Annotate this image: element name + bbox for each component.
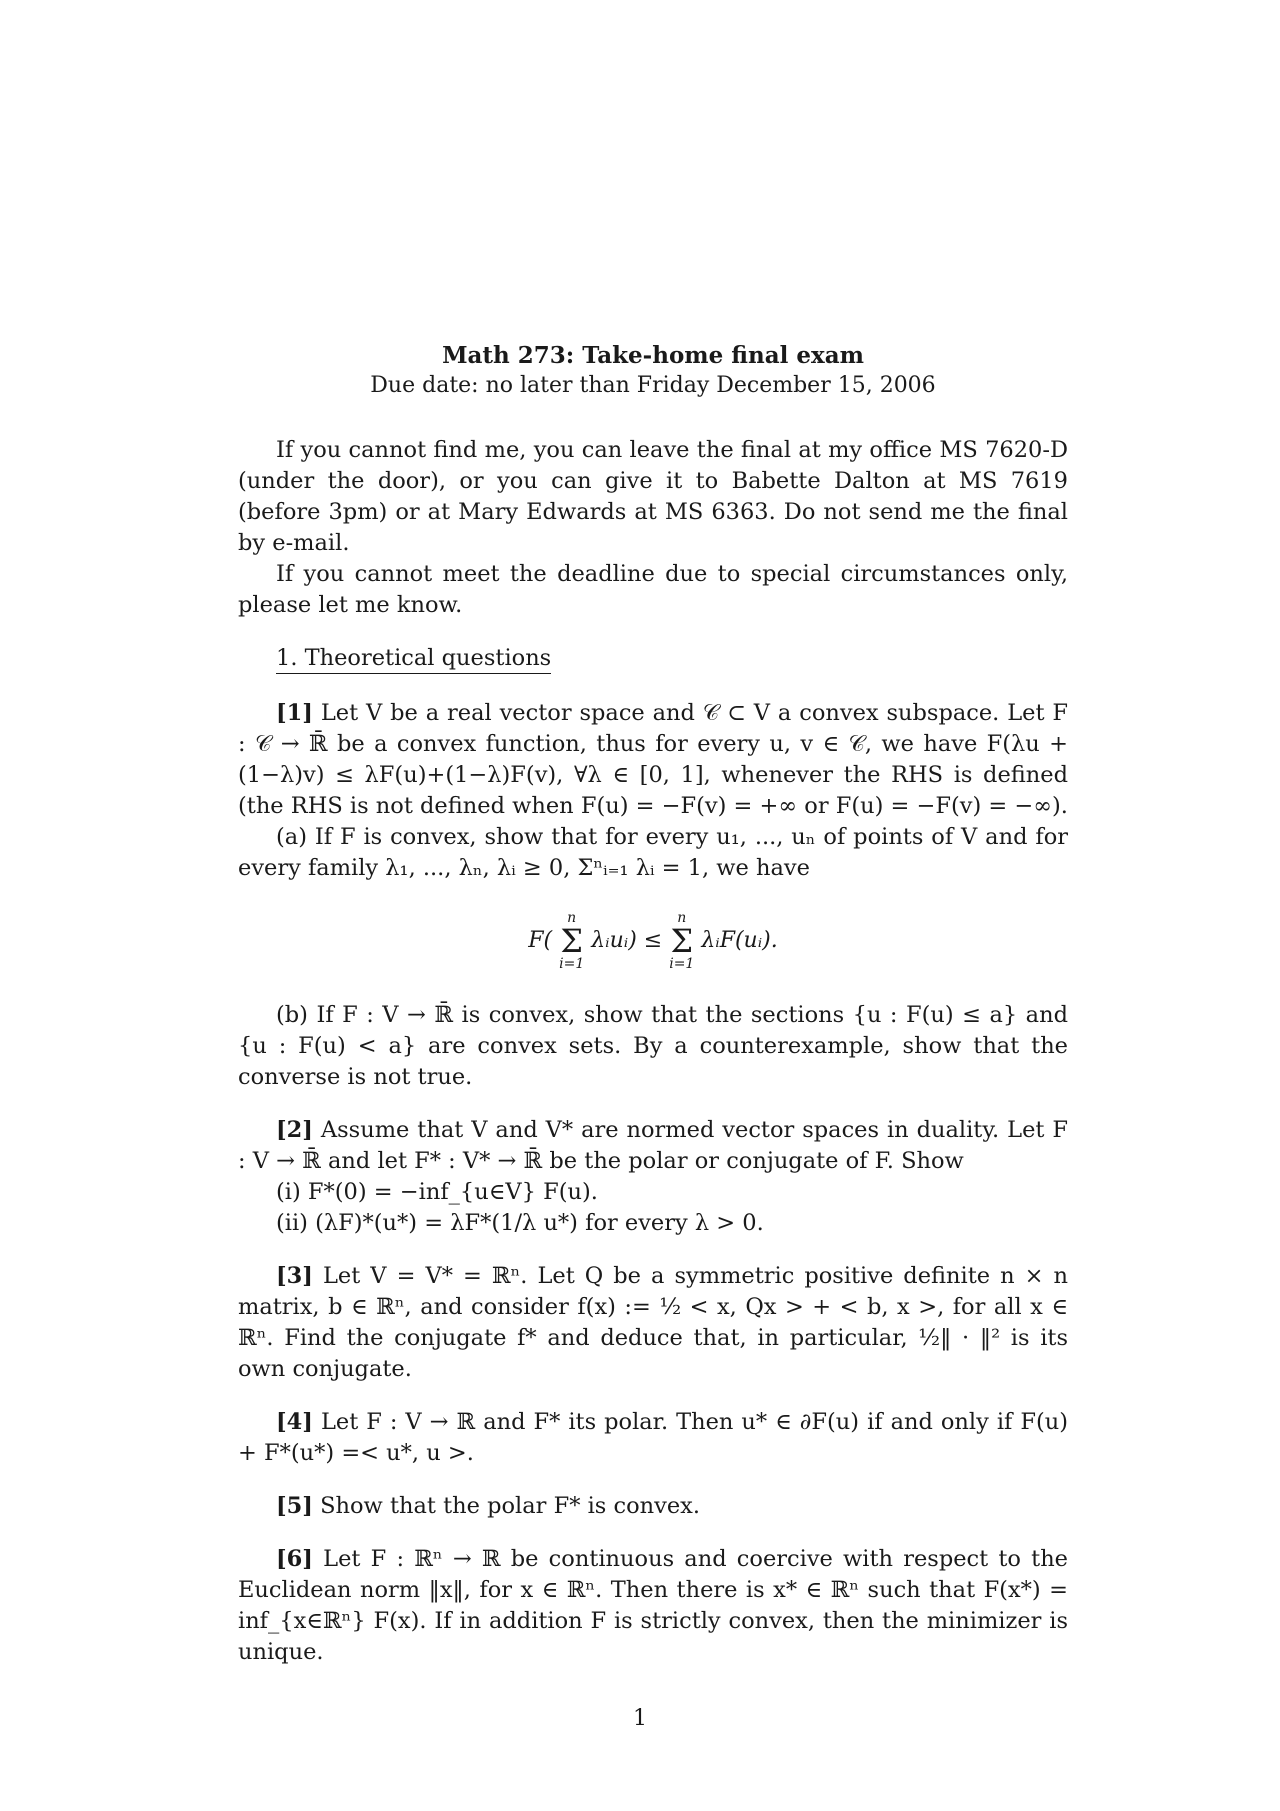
left-sigma: Σ	[560, 922, 583, 960]
exam-page	[238, 340, 1068, 1668]
problem-6-text	[238, 1544, 1068, 1668]
problem-2-part-i	[238, 1177, 1068, 1208]
problem-5-number: [5]	[276, 1493, 313, 1519]
right-sigma: Σ	[670, 922, 694, 960]
problem-1-part-b: (b) If F : V → ℝ̄ is convex, show that the sections {u : F(u) ≤ a} and {u : F(u) < a} are convex sets. By a counterexample, show that the converse is not true.	[238, 1002, 1068, 1090]
problem-4-number: [4]	[276, 1409, 313, 1435]
problem-2-part-ii-text: (ii) (λF)*(u*) = λF*(1/λ u*) for every λ > 0.	[276, 1210, 764, 1236]
problem-1-body: Let V be a real vector space and 𝒞 ⊂ V a convex subspace. Let F : 𝒞 → ℝ̄ be a convex function, thus for every u, v ∈ 𝒞, we have F(λu + (1−λ)v) ≤ λF(u)+(1−λ)F(v), ∀λ ∈ [0, 1], whenever the RHS is defined (the RHS is not defined when F(u) = −F(v) = +∞ or F(u) = −F(v) = −∞).	[238, 700, 1069, 819]
jensen-inequality	[238, 910, 1068, 972]
problem-4-text	[238, 1407, 1068, 1469]
problem-3	[238, 1261, 1068, 1385]
problem-2-text	[238, 1115, 1068, 1177]
problem-4	[238, 1407, 1068, 1469]
left-sum-upper: n	[567, 910, 577, 926]
problem-2-number: [2]	[276, 1117, 313, 1143]
problem-2-body: Assume that V and V* are normed vector spaces in duality. Let F : V → ℝ̄ and let F* : V* → ℝ̄ be the polar or conjugate of F. Show	[238, 1117, 1068, 1174]
left-sum-lower: i=1	[559, 956, 585, 972]
problem-5-text	[238, 1491, 1068, 1522]
right-sum-lower: i=1	[669, 956, 695, 972]
problem-1-text	[238, 698, 1068, 822]
intro-paragraph-2: If you cannot meet the deadline due to special circumstances only, please let me know.	[238, 561, 1068, 618]
problem-6-body: Let F : ℝⁿ → ℝ be continuous and coercive with respect to the Euclidean norm ‖x‖, for x ∈ ℝⁿ. Then there is x* ∈ ℝⁿ such that F(x*) = inf_{x∈ℝⁿ} F(x). If in addition F is strictly convex, then the minimizer is unique.	[238, 1546, 1069, 1665]
display-left-body: λᵢuᵢ) ≤	[591, 928, 663, 953]
exam-title: Math 273: Take-home final exam	[442, 342, 864, 369]
section-title: 1. Theoretical questions	[276, 645, 551, 674]
right-sum-upper: n	[677, 910, 687, 926]
problem-1-part-a: (a) If F is convex, show that for every u₁, ..., uₙ of points of V and for every family λ₁, ..., λₙ, λᵢ ≥ 0, Σⁿᵢ₌₁ λᵢ = 1, we have	[238, 824, 1068, 881]
intro-paragraph-1: If you cannot find me, you can leave the final at my office MS 7620-D (under the door), or you can give it to Babette Dalton at MS 7619 (before 3pm) or at Mary Edwards at MS 6363. Do not send me the final by e-mail.	[238, 437, 1068, 556]
problem-4-body: Let F : V → ℝ and F* its polar. Then u* ∈ ∂F(u) if and only if F(u) + F*(u*) =< u*, u >.	[238, 1409, 1068, 1466]
problem-1	[238, 698, 1068, 1093]
page-number: 1	[633, 1706, 647, 1731]
problem-5-body: Show that the polar F* is convex.	[320, 1493, 700, 1519]
display-right-body: λᵢF(uᵢ).	[701, 928, 778, 953]
problem-3-body: Let V = V* = ℝⁿ. Let Q be a symmetric positive definite n × n matrix, b ∈ ℝⁿ, and consider f(x) := ½ < x, Qx > + < b, x >, for all x ∈ ℝⁿ. Find the conjugate f* and deduce that, in particular, ½‖ · ‖² is its own conjugate.	[238, 1263, 1068, 1382]
problem-5	[238, 1491, 1068, 1522]
problem-2-part-i-text: (i) F*(0) = −inf_{u∈V} F(u).	[276, 1179, 598, 1205]
problem-2	[238, 1115, 1068, 1239]
due-date: Due date: no later than Friday December 15, 2006	[370, 373, 936, 398]
problem-1-number: [1]	[276, 700, 313, 726]
left-sum	[559, 910, 584, 972]
section-heading	[276, 643, 1068, 674]
problem-3-text	[238, 1261, 1068, 1385]
right-sum	[669, 910, 694, 972]
problem-2-part-ii	[238, 1208, 1068, 1239]
problem-6	[238, 1544, 1068, 1668]
display-left-prefix: F(	[528, 928, 553, 953]
problem-3-number: [3]	[276, 1263, 313, 1289]
problem-6-number: [6]	[276, 1546, 313, 1572]
